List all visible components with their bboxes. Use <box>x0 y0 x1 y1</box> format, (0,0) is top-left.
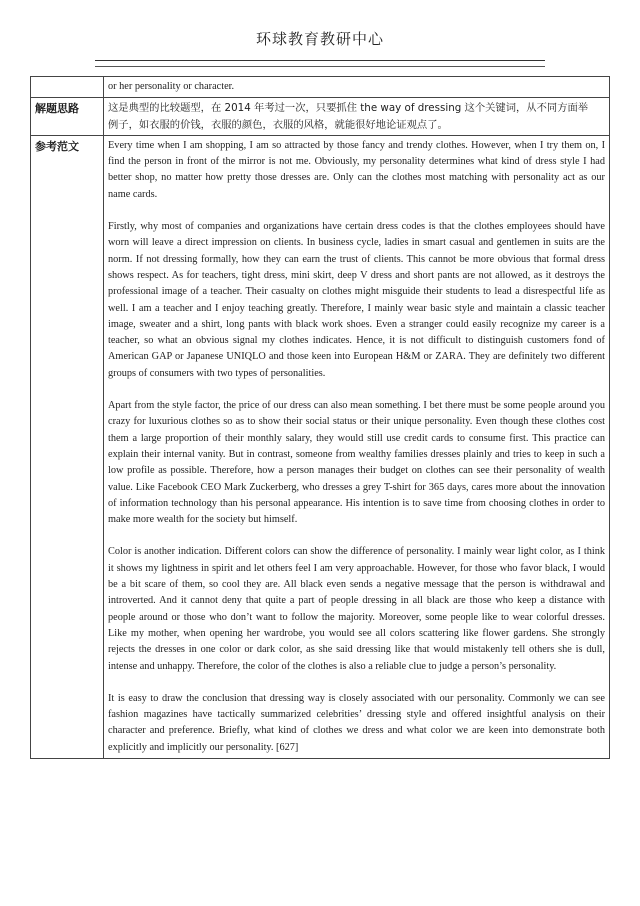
essay-paragraph-conclusion: It is easy to draw the conclusion that dressing way is closely associated with our personality. Commonly we can see fashion magazines have tactically summarized celebrities’ dressing style and offered insightful analysis on their character and preference. Briefly, what kind of clothes we dress and what color we are keen into demonstrate both explicitly and implicitly our personality. [627] <box>108 692 605 753</box>
approach-text-line2: 例子，如衣服的价钱，衣服的颜色，衣服的风格，就能很好地论证观点了。 <box>108 118 448 131</box>
essay-paragraph-price: Apart from the style factor, the price of our dress can also mean something. I bet there must be some people around you crazy for luxurious clothes so as to show their social status or their unique personality. Even though these clothes cost them a large proportion of their monthly salary, they would still use credit cards to consume first. This practice can explain their internal vanity. But in contrast, someone from wealthy families dresses plainly and tries to keep in such a low profile as possible. Therefore, how a person manages their budget on clothes can see their personality of wealth value. Like Facebook CEO Mark Zuckerberg, who dresses a grey T-shirt for 365 days, cares more about the innovation of information technology than his personal appearance. His intention is to save time from choosing clothes in order to make more wealth for the society but himself. <box>108 400 605 526</box>
essay-paragraph-intro: Every time when I am shopping, I am so attracted by those fancy and trendy clothes. However, when I try them on, I find the person in front of the mirror is not me. Obviously, my personality determines what kind of dress style I had better shop, no matter how pretty those dresses are. Only can the clothes most matching with personality act as our name cards. <box>108 139 605 200</box>
continuation-row <box>31 77 610 98</box>
header-rule <box>95 60 545 61</box>
approach-text-line1: 这是典型的比较题型，在 2014 年考过一次，只要抓住 the way of dressing 这个关键词，从不同方面举 <box>108 102 589 115</box>
empty-label-cell <box>31 77 104 98</box>
continuation-text: or her personality or character. <box>104 77 610 98</box>
sample-row <box>31 135 610 758</box>
essay-paragraph-color: Color is another indication. Different colors can show the difference of personality. I mainly wear light color, as I think it shows my lightness in spirit and let others feel I am very approachable. However, for those who favor black, I would be a bit scare of them, so cool they are. All black even sends a negative message that the person is withdrawal and introverted. And it cannot deny that quite a part of people dressing in all black are those who keep a distance with people around or those who don’t want to follow the majority. Moreover, some people like to wear colorful dresses. Like my mother, when opening her wardrobe, you would see all colors scattering like flower gardens. She strongly rejects the dresses in one color or dark color, as she said dressing like that would mistakenly tell others she is dull, intense and unhappy. Therefore, the color of the clothes is also a reliable clue to judge a person’s personality. <box>108 546 605 672</box>
essay-paragraph-style: Firstly, why most of companies and organizations have certain dress codes is that the clothes employees should have worn will leave a direct impression on clients. In business cycle, ladies in smart casual and gentlemen in suits are the norm. If not dressing formally, how they can earn the trust of clients. This cannot be more obvious that formal dress shows respect. As for teachers, tight dress, mini skirt, deep V dress and short pants are not allowed, as it destroys the professional image of a teacher. Their casualty on clothes might misguide their students to lead a disrespectful life as well. I am a teacher and I enjoy teaching greatly. Therefore, I mainly wear basic style and maintain a classic teacher image, sweater and a shirt, long pants with black work shoes. Even a stranger could easily recognize my career is a teacher, so what an obvious signal my clothes indicates. Hence, it is not difficult to distinguish customers fond of American GAP or Japanese UNIQLO and those keen into European H&M or ZARA. They are definitely two different groups of consumers with two types of personalities. <box>108 221 605 379</box>
essay-table <box>30 76 610 759</box>
approach-row <box>31 98 610 136</box>
sample-essay <box>104 135 610 758</box>
page-header-title: 环球教育教研中心 <box>255 30 384 48</box>
header-rule-thin <box>95 66 545 67</box>
approach-label: 解题思路 <box>31 98 104 136</box>
approach-text <box>104 98 610 136</box>
sample-label: 参考范文 <box>31 135 104 758</box>
